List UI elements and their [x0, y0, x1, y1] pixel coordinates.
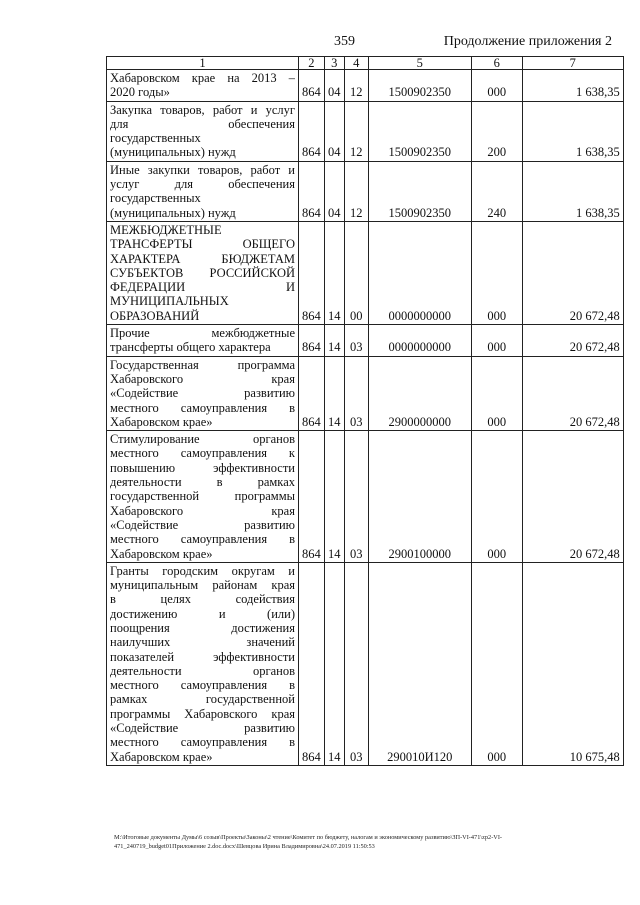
ministry-code-cell: 864	[299, 101, 325, 161]
item-name-line: Гранты городским округам и	[110, 563, 295, 578]
target-article-cell: 1500902350	[368, 101, 471, 161]
expense-type-cell: 000	[471, 356, 522, 430]
item-name-line: государственной программы	[110, 489, 295, 504]
item-name-cell	[107, 356, 299, 430]
item-name-line: местного самоуправления в	[110, 678, 295, 693]
item-name-line: ТРАНСФЕРТЫ ОБЩЕГО	[110, 237, 295, 252]
amount-cell: 1 638,35	[522, 161, 623, 221]
item-name-line: Хабаровском крае»	[110, 749, 213, 764]
item-name-line: МУНИЦИПАЛЬНЫХ	[110, 294, 229, 309]
section-code-cell: 14	[324, 562, 344, 765]
section-code-cell: 04	[324, 161, 344, 221]
ministry-code-cell: 864	[299, 161, 325, 221]
file-path-footer	[114, 833, 624, 851]
item-name-line: 2020 годы»	[110, 85, 170, 100]
item-name-line: повышению эффективности	[110, 460, 295, 475]
target-article-cell: 2900000000	[368, 356, 471, 430]
expense-type-cell: 240	[471, 161, 522, 221]
item-name-line: рамках государственной	[110, 692, 295, 707]
item-name-line: поощрения достижения	[110, 620, 295, 635]
table-row	[107, 562, 624, 765]
item-name-line: для обеспечения	[110, 116, 295, 131]
column-number: 3	[324, 57, 344, 70]
expense-type-cell: 000	[471, 431, 522, 563]
item-name-line: услуг для обеспечения	[110, 177, 295, 192]
file-path-line: 471_240719_budget01Приложение 2.doc.docx\Шевцова Ирина Владимировна\24.07.2019 11:50:53	[114, 843, 375, 850]
subsection-code-cell: 03	[344, 562, 368, 765]
amount-cell: 20 672,48	[522, 356, 623, 430]
section-code-cell: 14	[324, 221, 344, 324]
table-row	[107, 101, 624, 161]
item-name-line: «Содействие развитию	[110, 721, 295, 736]
table-row	[107, 221, 624, 324]
budget-table	[106, 56, 624, 766]
section-code-cell: 04	[324, 101, 344, 161]
column-number: 5	[368, 57, 471, 70]
subsection-code-cell: 12	[344, 161, 368, 221]
expense-type-cell: 000	[471, 221, 522, 324]
item-name-line: Хабаровского края	[110, 371, 295, 386]
section-code-cell: 14	[324, 431, 344, 563]
item-name-line: Стимулирование органов	[110, 432, 295, 447]
ministry-code-cell: 864	[299, 221, 325, 324]
item-name-cell	[107, 221, 299, 324]
item-name-line: ХАРАКТЕРА БЮДЖЕТАМ	[110, 251, 295, 266]
column-number-row	[107, 57, 624, 70]
item-name-line: достижению и (или)	[110, 606, 295, 621]
item-name-line: Хабаровском крае на 2013 –	[110, 71, 295, 85]
expense-type-cell: 000	[471, 562, 522, 765]
target-article-cell: 1500902350	[368, 161, 471, 221]
item-name-line: Иные закупки товаров, работ и	[110, 162, 295, 177]
item-name-line: местного самоуправления в	[110, 532, 295, 547]
expense-type-cell: 000	[471, 70, 522, 102]
subsection-code-cell: 03	[344, 431, 368, 563]
target-article-cell: 290010И120	[368, 562, 471, 765]
section-code-cell: 14	[324, 356, 344, 430]
target-article-cell: 2900100000	[368, 431, 471, 563]
item-name-cell	[107, 431, 299, 563]
subsection-code-cell: 00	[344, 221, 368, 324]
item-name-line: Прочие межбюджетные	[110, 326, 295, 341]
ministry-code-cell: 864	[299, 562, 325, 765]
item-name-cell	[107, 101, 299, 161]
section-code-cell: 04	[324, 70, 344, 102]
file-path-line: M:\Итоговые документы Думы\6 созыв\Проекты\Законы\2 чтение\Комитет по бюджету, налогам и экономическому развитию\ЗП-VI-471\zp2-VI-	[114, 834, 503, 841]
table-row	[107, 325, 624, 357]
amount-cell: 1 638,35	[522, 101, 623, 161]
table-row	[107, 356, 624, 430]
amount-cell: 10 675,48	[522, 562, 623, 765]
table-row	[107, 70, 624, 102]
item-name-line: трансферты общего характера	[110, 340, 271, 355]
item-name-line: показателей эффективности	[110, 649, 295, 664]
section-code-cell: 14	[324, 325, 344, 357]
amount-cell: 20 672,48	[522, 221, 623, 324]
continuation-label: Продолжение приложения 2	[443, 34, 612, 49]
column-number: 1	[107, 57, 299, 70]
amount-cell: 20 672,48	[522, 325, 623, 357]
target-article-cell: 1500902350	[368, 70, 471, 102]
column-number: 6	[471, 57, 522, 70]
subsection-code-cell: 12	[344, 101, 368, 161]
item-name-line: «Содействие развитию	[110, 386, 295, 401]
target-article-cell: 0000000000	[368, 221, 471, 324]
column-number: 4	[344, 57, 368, 70]
ministry-code-cell: 864	[299, 70, 325, 102]
item-name-line: (муниципальных) нужд	[110, 145, 236, 160]
item-name-line: Закупка товаров, работ и услуг	[110, 102, 295, 117]
item-name-cell	[107, 325, 299, 357]
ministry-code-cell: 864	[299, 325, 325, 357]
item-name-line: местного самоуправления в	[110, 400, 295, 415]
table-row	[107, 431, 624, 563]
item-name-line: муниципальным районам края	[110, 578, 295, 593]
item-name-line: деятельности органов	[110, 663, 295, 678]
item-name-cell	[107, 161, 299, 221]
ministry-code-cell: 864	[299, 356, 325, 430]
item-name-line: в целях содействия	[110, 592, 295, 607]
item-name-line: деятельности в рамках	[110, 475, 295, 490]
item-name-line: ФЕДЕРАЦИИ И	[110, 280, 295, 295]
amount-cell: 20 672,48	[522, 431, 623, 563]
item-name-line: (муниципальных) нужд	[110, 205, 236, 220]
item-name-cell	[107, 562, 299, 765]
target-article-cell: 0000000000	[368, 325, 471, 357]
item-name-line: местного самоуправления в	[110, 735, 295, 750]
item-name-line: государственных	[110, 191, 201, 206]
item-name-line: Хабаровском крае»	[110, 546, 213, 561]
table-row	[107, 161, 624, 221]
item-name-line: МЕЖБЮДЖЕТНЫЕ	[110, 222, 222, 237]
item-name-line: Государственная программа	[110, 357, 295, 372]
item-name-line: Хабаровском крае»	[110, 414, 213, 429]
expense-type-cell: 000	[471, 325, 522, 357]
item-name-line: государственных	[110, 131, 201, 146]
item-name-cell	[107, 70, 299, 102]
item-name-line: «Содействие развитию	[110, 517, 295, 532]
expense-type-cell: 200	[471, 101, 522, 161]
page-number: 359	[334, 34, 355, 49]
item-name-line: ОБРАЗОВАНИЙ	[110, 308, 200, 323]
item-name-line: СУБЪЕКТОВ РОССИЙСКОЙ	[110, 265, 295, 280]
item-name-line: Хабаровского края	[110, 503, 295, 518]
subsection-code-cell: 03	[344, 356, 368, 430]
subsection-code-cell: 12	[344, 70, 368, 102]
item-name-line: наилучших значений	[110, 635, 295, 650]
column-number: 2	[299, 57, 325, 70]
column-number: 7	[522, 57, 623, 70]
item-name-line: местного самоуправления к	[110, 446, 295, 461]
amount-cell: 1 638,35	[522, 70, 623, 102]
item-name-line: программы Хабаровского края	[110, 706, 295, 721]
subsection-code-cell: 03	[344, 325, 368, 357]
ministry-code-cell: 864	[299, 431, 325, 563]
